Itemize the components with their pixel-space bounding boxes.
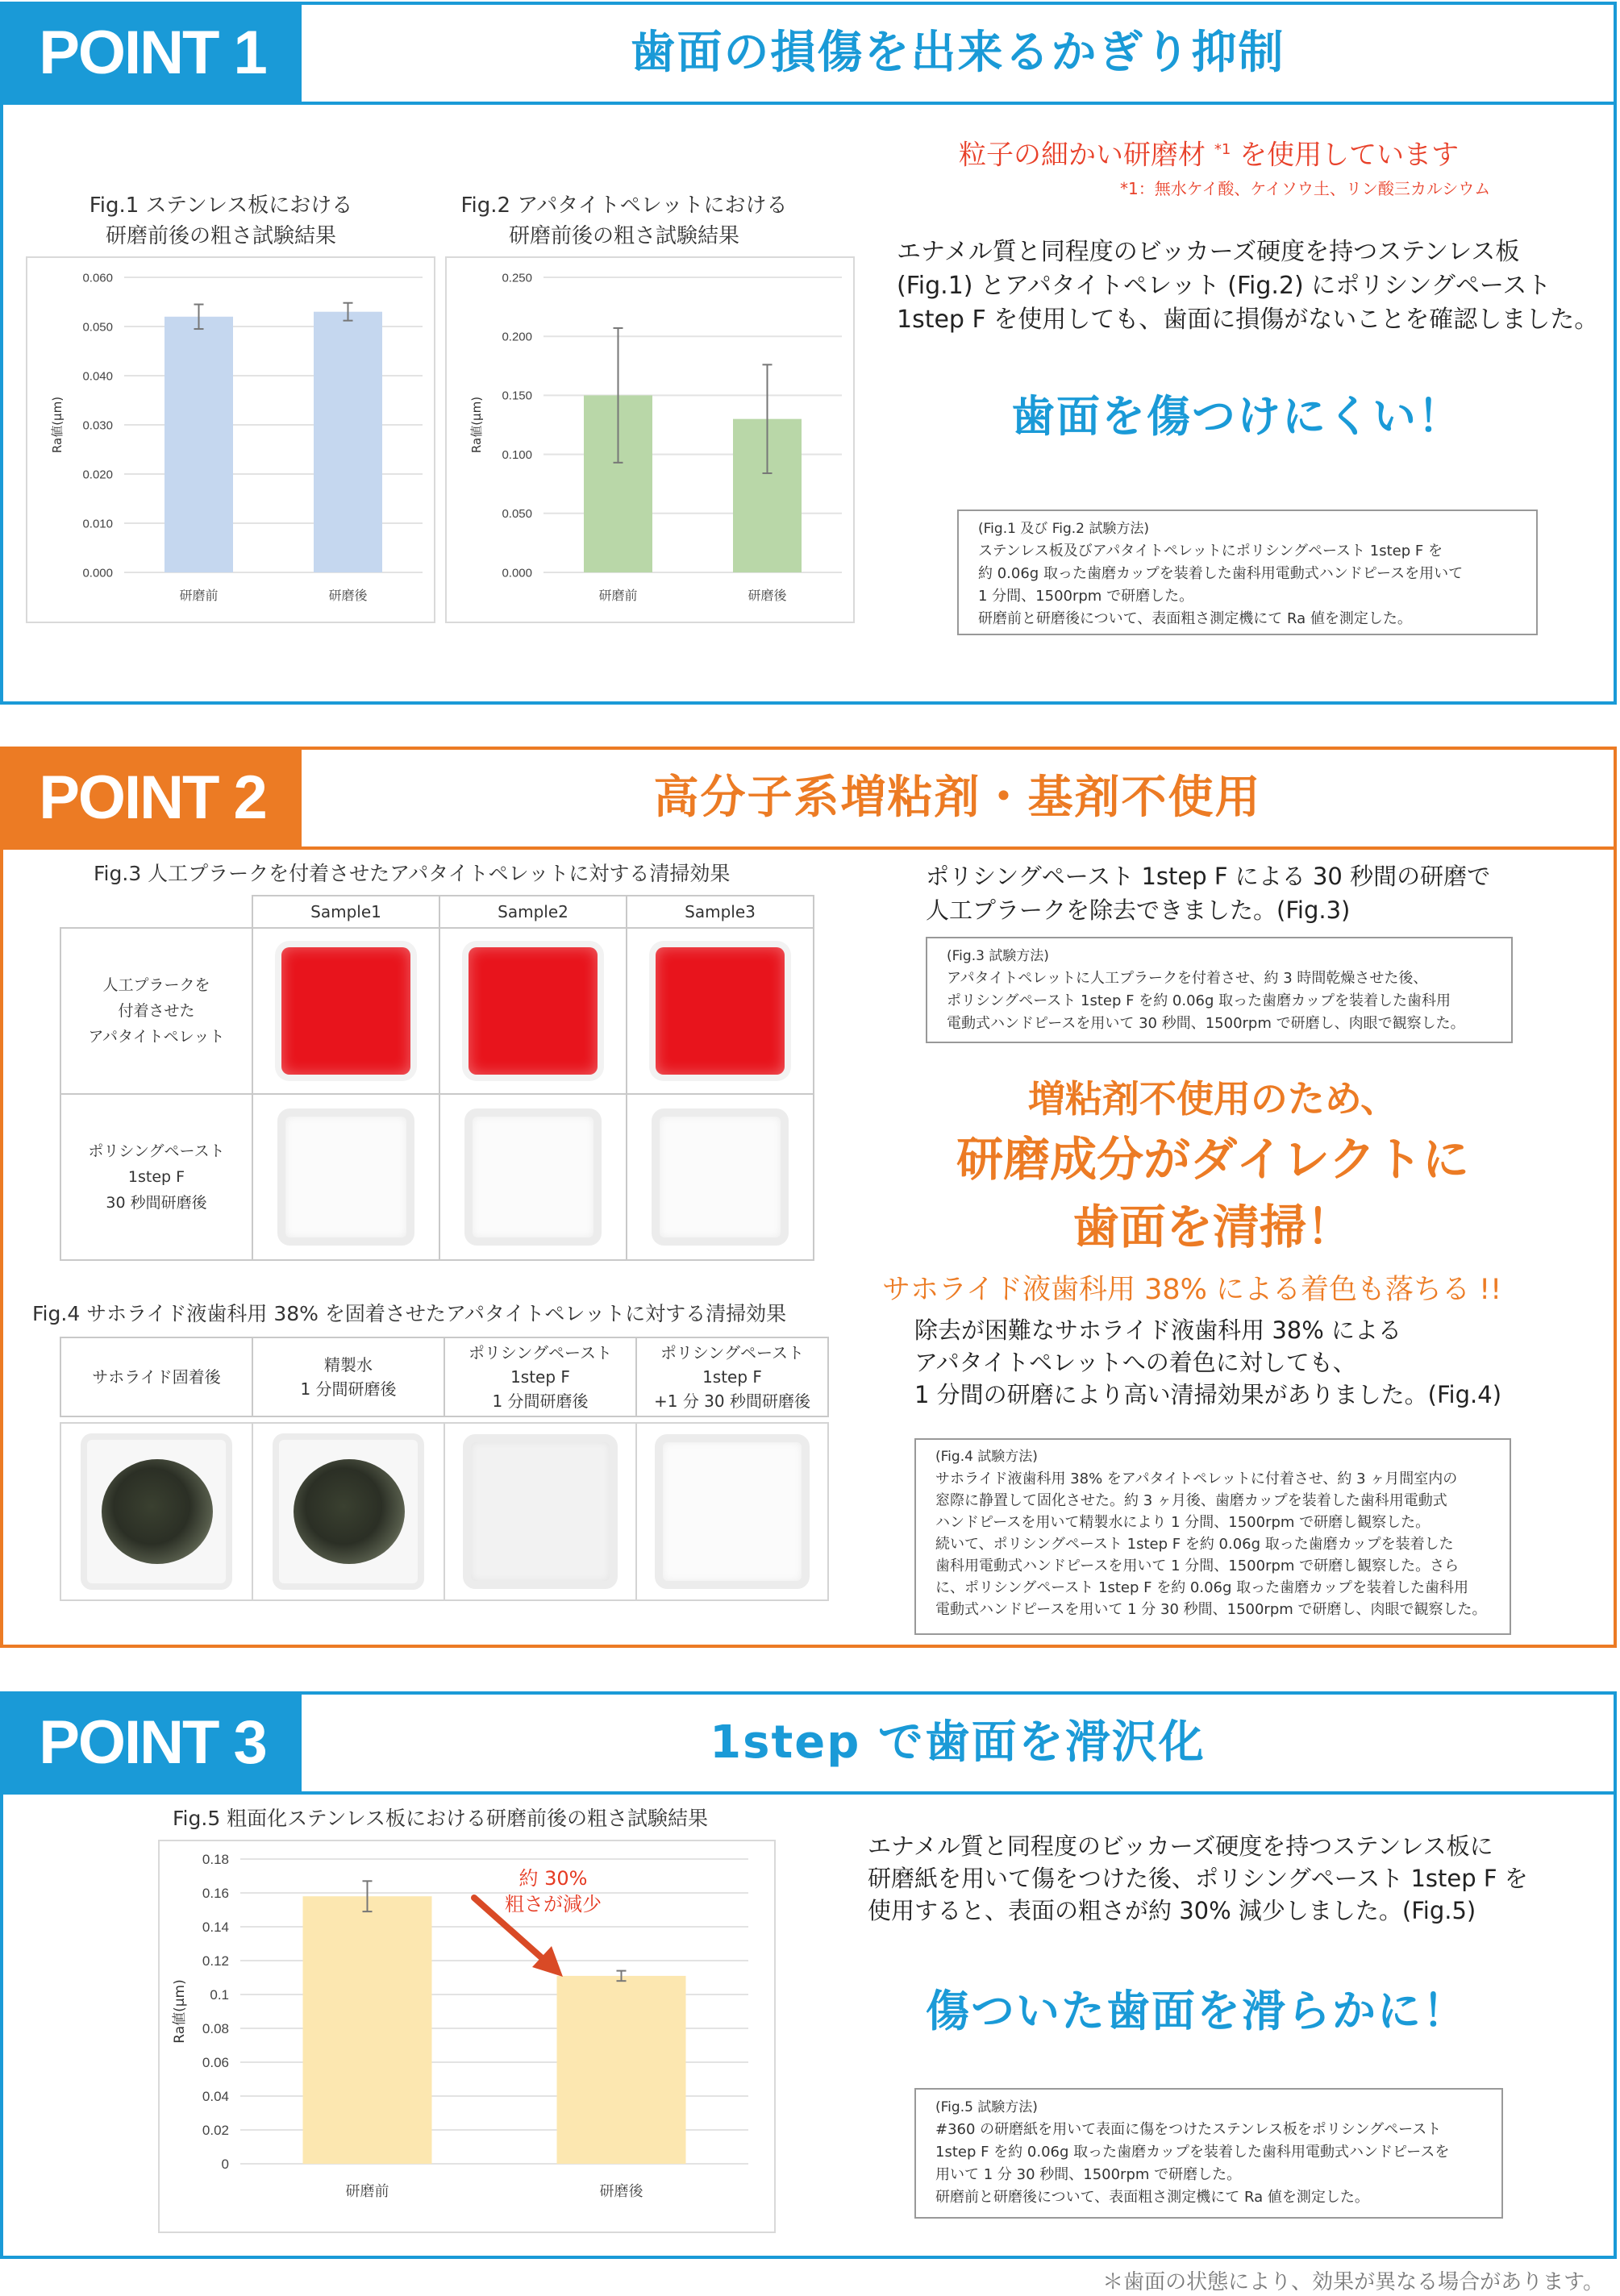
fig3-col-sample3: Sample3 — [626, 895, 814, 929]
fig2-ytick-label: 0.150 — [502, 389, 532, 403]
fig4-col2-line1: 精製水 — [324, 1355, 373, 1375]
fig2-ytick-label: 0.000 — [502, 566, 532, 580]
fig4-method-line4: 続いて、ポリシングペースト 1step F を約 0.06g 取った歯磨カップを装着した — [935, 1536, 1454, 1553]
fig2-chart — [445, 256, 855, 623]
stain-heading: サホライド液歯科用 38% による着色も落ちる !! — [882, 1274, 1502, 1306]
point1-body-line3: 1step F を使用しても、歯面に損傷がないことを確認しました。 — [897, 306, 1599, 334]
fig4-caption: Fig.4 サホライド液歯科用 38% を固着させたアパタイトペレットに対する清掃効果 — [32, 1302, 787, 1325]
fig5-ytick-label: 0.18 — [202, 1851, 229, 1867]
fig2-ylabel: Ra値(μm) — [469, 396, 484, 454]
fig2-caption-line2: 研磨前後の粗さ試験結果 — [508, 224, 739, 248]
fig3-method-note — [926, 937, 1513, 1043]
fig5-annotation-line2: 粗さが減少 — [505, 1893, 602, 1915]
point1-header — [3, 5, 1614, 105]
fig5-bar — [303, 1896, 432, 2164]
fig5-ytick-label: 0.14 — [202, 1919, 229, 1935]
fig3-row1-label — [60, 927, 253, 1095]
point2-highlight — [890, 1072, 1535, 1261]
fig4-col2-header — [252, 1337, 445, 1417]
fig4-img3-cell — [444, 1422, 637, 1601]
fig5-caption: Fig.5 粗面化ステンレス板における研磨前後の粗さ試験結果 — [173, 1807, 709, 1830]
fig5-ytick-label: 0.08 — [202, 2020, 229, 2036]
fig1-bar — [164, 317, 233, 572]
fig1-caption-line2: 研磨前後の粗さ試験結果 — [105, 224, 336, 248]
point3-body-line2: 研磨紙を用いて傷をつけた後、ポリシングペースト 1step F を — [868, 1865, 1528, 1892]
fig1-xtick-label: 研磨後 — [328, 588, 368, 603]
fig3-col-sample2: Sample2 — [439, 895, 627, 929]
fig2-ytick-label: 0.100 — [502, 447, 532, 462]
abrasive-heading-text: 粒子の細かい研磨材 — [959, 139, 1206, 172]
fig3-row2-sample3-cell — [626, 1093, 814, 1261]
point1-body — [897, 235, 1598, 337]
point1-body-line2: (Fig.1) とアパタイトペレット (Fig.2) にポリシングペースト — [897, 272, 1551, 300]
point1-method-line3: 1 分間、1500rpm で研磨した。 — [978, 588, 1194, 605]
fig3-col-sample1: Sample1 — [252, 895, 440, 929]
fig1-chart-svg — [27, 258, 437, 625]
fig2-caption-line1: Fig.2 アパタイトペレットにおける — [460, 193, 788, 218]
fig1-chart — [26, 256, 435, 623]
fig5-ytick-label: 0.04 — [202, 2088, 229, 2104]
point2-highlight-line2: 研磨成分がダイレクトに — [956, 1132, 1469, 1187]
fig3-row2-label — [60, 1093, 253, 1261]
fig4-col4-line3: +1 分 30 秒間研磨後 — [653, 1391, 810, 1411]
fig4-img1-cell — [60, 1422, 253, 1601]
fig4-col1-header — [60, 1337, 253, 1417]
fig1-ytick-label: 0.020 — [82, 468, 113, 482]
fig3-clean-sample2-image — [473, 1117, 593, 1237]
abrasive-sup: *1 — [1214, 141, 1231, 158]
fig2-ytick-label: 0.050 — [502, 507, 532, 522]
fig4-col4-line1: ポリシングペースト — [660, 1343, 805, 1362]
fig3-row1-label-line1: 人工プラークを — [102, 976, 210, 994]
fig4-method-note — [914, 1438, 1511, 1635]
fig3-row1-sample1-cell — [252, 927, 440, 1095]
point3-highlight: 傷ついた歯面を滑らかに！ — [926, 1986, 1468, 2036]
fig3-row1-sample3-cell — [626, 927, 814, 1095]
fig5-chart — [158, 1840, 776, 2233]
fig1-bar — [314, 312, 382, 572]
point3-method-note — [914, 2088, 1503, 2219]
abrasive-footnote: *1：無水ケイ酸、ケイソウ土、リン酸三カルシウム — [1120, 179, 1491, 198]
point3-method-line1: #360 の研磨紙を用いて表面に傷をつけたステンレス板をポリシングペースト — [935, 2121, 1442, 2138]
point3-body-line1: エナメル質と同程度のビッカーズ硬度を持つステンレス板に — [868, 1832, 1493, 1860]
fig3-plaque-sample3-image — [656, 947, 785, 1075]
point2-section — [0, 747, 1617, 1648]
point3-tag: POINT 3 — [3, 1695, 302, 1791]
fig3-row2-label-line3: 30 秒間研磨後 — [106, 1194, 207, 1212]
fig5-ytick-label: 0.02 — [202, 2122, 229, 2138]
fig5-ytick-label: 0 — [221, 2156, 229, 2172]
fig4-method-line7: 電動式ハンドピースを用いて 1 分 30 秒間、1500rpm で研磨し、肉眼で観察した。 — [935, 1601, 1487, 1618]
fig3-row2-label-line1: ポリシングペースト — [88, 1142, 225, 1160]
abrasive-heading-tail: を使用しています — [1239, 139, 1460, 172]
point2-body — [926, 859, 1490, 927]
point3-header — [3, 1695, 1614, 1795]
fig2-ytick-label: 0.250 — [502, 271, 532, 285]
fig4-col3-header — [444, 1337, 637, 1417]
fig3-row2-sample2-cell — [439, 1093, 627, 1261]
point2-body-line2: 人工プラークを除去できました。(Fig.3) — [926, 896, 1351, 924]
fig3-plaque-sample2-image — [469, 947, 598, 1075]
point3-body — [868, 1830, 1528, 1927]
fig3-method-line1: アパタイトペレットに人工プラークを付着させ、約 3 時間乾燥させた後、 — [947, 970, 1428, 987]
fig2-chart-svg — [447, 258, 856, 625]
fig4-method-line1: サホライド液歯科用 38% をアパタイトペレットに付着させ、約 3 ヶ月間室内の — [935, 1470, 1458, 1487]
fig5-ytick-label: 0.12 — [202, 1953, 229, 1969]
fig2-caption — [451, 190, 798, 252]
point1-method-line1: ステンレス板及びアパタイトペレットにポリシングペースト 1step F を — [978, 543, 1443, 559]
point1-method-head: (Fig.1 及び Fig.2 試験方法) — [978, 521, 1150, 537]
fig5-ylabel: Ra値(μm) — [172, 1979, 188, 2044]
fig5-ytick-label: 0.06 — [202, 2054, 229, 2070]
fig1-ytick-label: 0.030 — [82, 418, 113, 433]
fig3-clean-sample3-image — [660, 1117, 781, 1237]
fig4-col3-line2: 1step F — [510, 1367, 570, 1387]
fig3-caption: Fig.3 人工プラークを付着させたアパタイトペレットに対する清掃効果 — [94, 862, 731, 885]
fig1-caption-line1: Fig.1 ステンレス板における — [89, 193, 353, 218]
footer-disclaimer: ＊歯面の状態により、効果が異なる場合があります。 — [1102, 2270, 1604, 2294]
fig4-stain-spot-1 — [102, 1459, 213, 1564]
fig4-stain-after-image — [87, 1440, 226, 1583]
point3-title: 1step で歯面を滑沢化 — [710, 1716, 1206, 1769]
fig1-ytick-label: 0.010 — [82, 517, 113, 531]
fig4-col1-line1: サホライド固着後 — [92, 1367, 221, 1387]
fig3-method-line2: ポリシングペースト 1step F を約 0.06g 取った歯磨カップを装着した歯科用 — [947, 992, 1451, 1009]
stain-body-line2: アパタイトペレットへの着色に対しても、 — [914, 1349, 1356, 1376]
fig4-water-polish-image — [279, 1440, 418, 1583]
fig5-bar — [557, 1976, 686, 2164]
fig5-xtick-label: 研磨前 — [345, 2183, 389, 2200]
fig3-row2-sample1-cell — [252, 1093, 440, 1261]
point2-title: 高分子系増粘剤・基剤不使用 — [653, 772, 1262, 824]
fig4-col3-line1: ポリシングペースト — [468, 1343, 613, 1362]
point3-body-line3: 使用すると、表面の粗さが約 30% 減少しました。(Fig.5) — [868, 1897, 1476, 1924]
fig4-img4-cell — [635, 1422, 829, 1601]
fig3-method-head: (Fig.3 試験方法) — [947, 948, 1049, 964]
fig4-paste-2min30-image — [663, 1442, 802, 1581]
point3-method-head: (Fig.5 試験方法) — [935, 2099, 1038, 2115]
fig1-ytick-label: 0.040 — [82, 369, 113, 384]
fig5-ytick-label: 0.1 — [210, 1986, 229, 2003]
fig4-method-line2: 窓際に静置して固化させた。約 3 ヶ月後、歯磨カップを装着した歯科用電動式 — [935, 1492, 1447, 1509]
fig4-method-head: (Fig.4 試験方法) — [935, 1449, 1038, 1465]
point1-title: 歯面の損傷を出来るかぎり抑制 — [630, 27, 1285, 79]
point2-tag: POINT 2 — [3, 750, 302, 846]
fig3-row1-sample2-cell — [439, 927, 627, 1095]
fig1-ytick-label: 0.050 — [82, 320, 113, 335]
fig4-stain-spot-2 — [294, 1459, 405, 1564]
fig5-annotation-line1: 約 30% — [518, 1867, 588, 1890]
fig1-xtick-label: 研磨前 — [179, 588, 219, 603]
fig1-ytick-label: 0.060 — [82, 271, 113, 285]
point2-highlight-line3: 歯面を清掃！ — [1072, 1200, 1353, 1254]
fig4-method-line6: に、ポリシングペースト 1step F を約 0.06g 取った歯磨カップを装着した歯科用 — [935, 1579, 1468, 1596]
fig2-xtick-label: 研磨後 — [748, 588, 787, 603]
fig4-col2-line2: 1 分間研磨後 — [300, 1379, 397, 1399]
fig4-col3-line3: 1 分間研磨後 — [492, 1391, 589, 1411]
point3-method-line2: 1step F を約 0.06g 取った歯磨カップを装着した歯科用電動式ハンドピースを — [935, 2144, 1450, 2161]
fig1-ytick-label: 0.000 — [82, 566, 113, 580]
fig4-method-line3: ハンドピースを用いて精製水により 1 分間、1500rpm で研磨し観察した。 — [935, 1514, 1431, 1531]
abrasive-heading — [959, 132, 1459, 173]
fig1-caption — [68, 190, 374, 252]
fig2-ytick-label: 0.200 — [502, 330, 532, 344]
fig4-col4-line2: 1step F — [702, 1367, 762, 1387]
fig3-plaque-sample1-image — [281, 947, 410, 1075]
fig2-xtick-label: 研磨前 — [598, 588, 638, 603]
stain-body — [914, 1314, 1501, 1411]
fig3-clean-sample1-image — [285, 1117, 406, 1237]
fig3-row2-label-line2: 1step F — [127, 1168, 185, 1186]
point1-method-line4: 研磨前と研磨後について、表面粗さ測定機にて Ra 値を測定した。 — [978, 610, 1412, 627]
fig5-chart-svg — [160, 1841, 777, 2235]
stain-body-line1: 除去が困難なサホライド液歯科用 38% による — [914, 1316, 1402, 1344]
point1-body-line1: エナメル質と同程度のビッカーズ硬度を持つステンレス板 — [897, 238, 1520, 266]
fig3-method-line3: 電動式ハンドピースを用いて 30 秒間、1500rpm で研磨し、肉眼で観察した。 — [947, 1015, 1465, 1032]
fig4-img2-cell — [252, 1422, 445, 1601]
point3-method-line4: 研磨前と研磨後について、表面粗さ測定機にて Ra 値を測定した。 — [935, 2189, 1369, 2206]
fig5-ytick-label: 0.16 — [202, 1885, 229, 1901]
point1-method-line2: 約 0.06g 取った歯磨カップを装着した歯科用電動式ハンドピースを用いて — [978, 565, 1464, 582]
fig4-paste-1min-image — [471, 1442, 610, 1581]
fig3-row1-label-line2: 付着させた — [118, 1002, 195, 1020]
stain-body-line3: 1 分間の研磨により高い清掃効果がありました。(Fig.4) — [914, 1381, 1502, 1408]
point2-header — [3, 750, 1614, 850]
point2-body-line1: ポリシングペースト 1step F による 30 秒間の研磨で — [926, 863, 1491, 890]
point3-section — [0, 1691, 1617, 2259]
point2-highlight-line1: 増粘剤不使用のため、 — [1027, 1077, 1398, 1121]
point1-tag: POINT 1 — [3, 5, 302, 102]
fig3-row1-label-line3: アパタイトペレット — [88, 1028, 225, 1046]
point1-section — [0, 2, 1617, 705]
point3-method-line3: 用いて 1 分 30 秒間、1500rpm で研磨した。 — [935, 2166, 1242, 2183]
fig5-xtick-label: 研磨後 — [599, 2183, 643, 2200]
fig4-method-line5: 歯科用電動式ハンドピースを用いて 1 分間、1500rpm で研磨し観察した。さら — [935, 1558, 1460, 1574]
point1-highlight: 歯面を傷つけにくい！ — [1011, 391, 1463, 442]
fig4-col4-header — [635, 1337, 829, 1417]
point1-method-note — [957, 510, 1538, 635]
fig1-ylabel: Ra値(μm) — [50, 396, 65, 454]
